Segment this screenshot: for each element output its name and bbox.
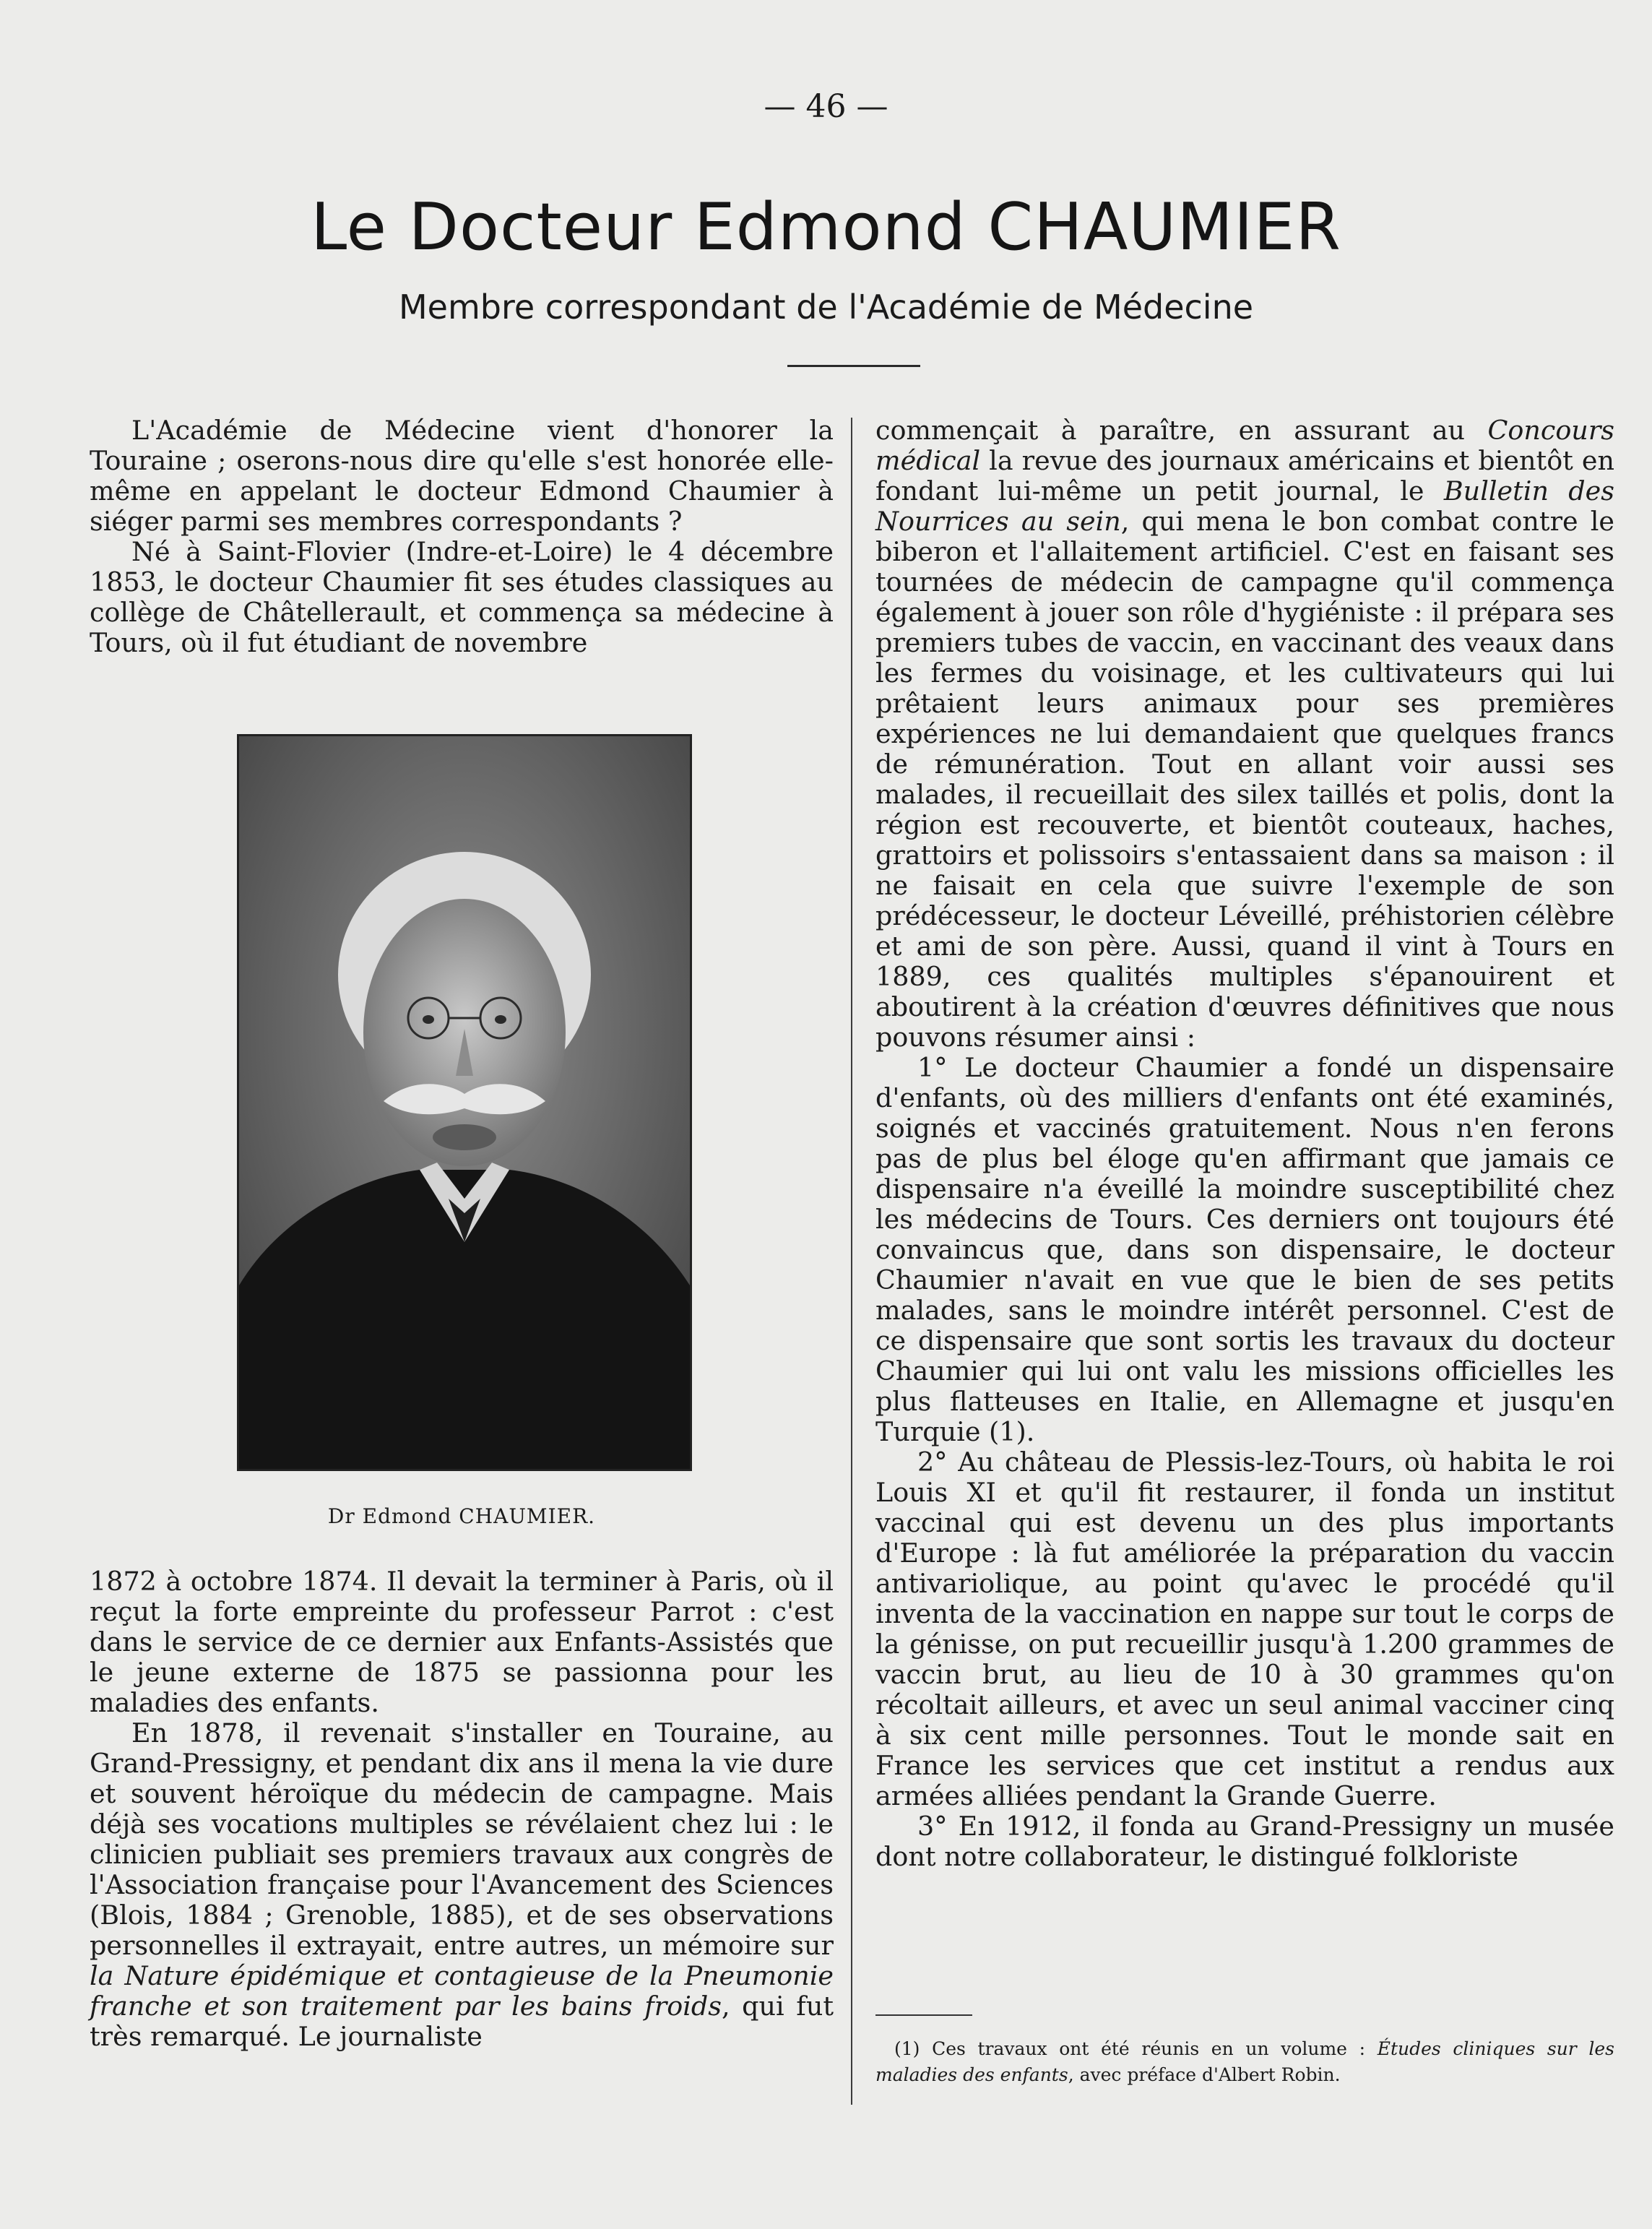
right-column [875, 415, 1614, 1872]
paragraph: 2° Au château de Plessis-lez-Tours, où habita le roi Louis XI et qu'il fit restaurer, il fonda un institut vaccinal qui est devenu un des plus importants d'Europe : là fut améliorée la préparation du vaccin antivariolique, au point qu'avec le procédé qu'il inventa de la vaccination en nappe sur tout le corps de la génisse, on put recueillir jusqu'à 1.200 grammes de vaccin brut, au lieu de 10 à 30 grammes qu'on récoltait ailleurs, et avec un seul animal vacciner cinq à six cent mille personnes. Tout le monde sait en France les services que cet institut a rendus aux armées alliées pendant la Grande Guerre. [875, 1447, 1614, 1811]
italic-title: Bulletin des Nourrices au sein [875, 475, 1614, 537]
paragraph: L'Académie de Médecine vient d'honorer la Touraine ; oserons-nous dire qu'elle s'est honorée elle-même en appelant le docteur Edmond Chaumier à siéger parmi ses membres correspondants ? [90, 415, 834, 537]
italic-title: la Nature épidémique et contagieuse de la Pneumonie franche et son traitement par les bains froids [90, 1960, 834, 2022]
footnote-divider [875, 2014, 972, 2016]
text-run: En 1878, il revenait s'installer en Touraine, au Grand-Pressigny, et pendant dix ans il mena la vie dure et souvent héroïque du médecin de campagne. Mais déjà ses vocations multiples se révélaient chez lui : le clinicien publiait ses premiers travaux aux congrès de l'Association française pour l'Avancement des Sciences (Blois, 1884 ; Grenoble, 1885), et de ses observations personnelles il extrayait, entre autres, un mémoire sur [90, 1717, 834, 1961]
page-number: — 46 — [764, 88, 888, 125]
paragraph [875, 415, 1614, 1053]
paragraph: Né à Saint-Flovier (Indre-et-Loire) le 4 décembre 1853, le docteur Chaumier fit ses études classiques au collège de Châtellerault, et commença sa médecine à Tours, où il fut étudiant de novembre [90, 536, 834, 658]
text-run: commençait à paraître, en assurant au [875, 415, 1488, 446]
text-run: , qui fut très remarqué. Le journaliste [90, 1991, 834, 2052]
footnote [875, 2036, 1614, 2088]
portrait-image [239, 736, 690, 1469]
paragraph: 1° Le docteur Chaumier a fondé un dispensaire d'enfants, où des milliers d'enfants ont été examinés, soignés et vaccinés gratuitement. Nous n'en ferons pas de plus bel éloge qu'en affirmant que jamais ce dispensaire n'a éveillé la moindre susceptibilité chez les médecins de Tours. Ces derniers ont toujours été convaincus que, dans son dispensaire, le docteur Chaumier n'avait en vue que le bien de ses petits malades, sans le moindre intérêt personnel. C'est de ce dispensaire que sont sortis les travaux du docteur Chaumier qui lui ont valu les missions officielles les plus flatteuses en Italie, en Allemagne et jusqu'en Turquie (1). [875, 1052, 1614, 1447]
paragraph: 3° En 1912, il fonda au Grand-Pressigny un musée dont notre collaborateur, le distingué folkloriste [875, 1811, 1614, 1872]
left-column-top [90, 415, 834, 658]
portrait-caption: Dr Edmond CHAUMIER. [327, 1504, 596, 1528]
title-divider [787, 365, 920, 367]
footnote-text [875, 2036, 1614, 2088]
article-subtitle: Membre correspondant de l'Académie de Médecine [398, 288, 1254, 327]
paragraph: 1872 à octobre 1874. Il devait la terminer à Paris, où il reçut la forte empreinte du professeur Parrot : c'est dans le service de ce dernier aux Enfants-Assistés que le jeune externe de 1875 se passionna pour les maladies des enfants. [90, 1566, 834, 1718]
italic-title: Études cliniques sur les maladies des enfants [875, 2038, 1614, 2085]
text-run: , avec préface d'Albert Robin. [1068, 2064, 1341, 2085]
column-divider [851, 418, 852, 2105]
portrait-photo [237, 734, 692, 1471]
article-title: Le Docteur Edmond CHAUMIER [311, 189, 1341, 265]
text-run: la revue des journaux américains et bientôt en fondant lui-même un petit journal, le [875, 445, 1614, 506]
italic-title: Concours médical [875, 415, 1614, 476]
paragraph [90, 1718, 834, 2052]
left-column-bottom [90, 1566, 834, 2052]
text-run: , qui mena le bon combat contre le biberon et l'allaitement artificiel. C'est en faisant ses tournées de médecin de campagne qu'il commença également à jouer son rôle d'hygiéniste : il prépara ses premiers tubes de vaccin, en vaccinant des veaux dans les fermes du voisinage, et les cultivateurs qui lui prêtaient leurs animaux pour ses premières expériences ne lui demandaient que quelques francs de rémunération. Tout en allant voir aussi ses malades, il recueillait des silex taillés et polis, dont la région est recouverte, et bientôt couteaux, haches, grattoirs et polissoirs s'entassaient dans sa maison : il ne faisait en cela que suivre l'exemple de son prédécesseur, le docteur Léveillé, préhistorien célèbre et ami de son père. Aussi, quand il vint à Tours en 1889, ces qualités multiples s'épanouirent et aboutirent à la création d'œuvres définitives que nous pouvons résumer ainsi : [875, 506, 1615, 1053]
text-run: (1) Ces travaux ont été réunis en un volume : [894, 2038, 1378, 2059]
